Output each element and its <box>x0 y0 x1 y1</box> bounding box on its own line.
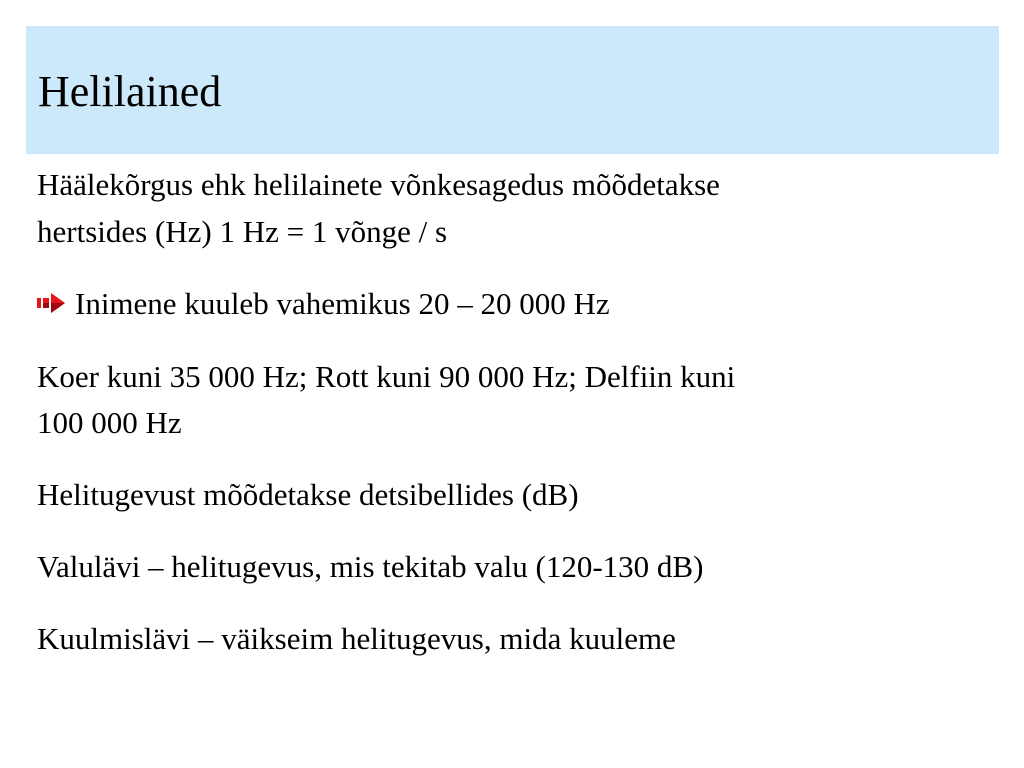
paragraph-pain-threshold: Valulävi – helitugevus, mis tekitab valu (120-130 dB) <box>37 549 704 584</box>
slide-title: Helilained <box>38 67 222 116</box>
paragraph-loudness: Helitugevust mõõdetakse detsibellides (dB) <box>37 477 579 512</box>
title-bar <box>26 26 999 154</box>
paragraph-animals-line-1: Koer kuni 35 000 Hz; Rott kuni 90 000 Hz; Delfiin kuni <box>37 359 736 394</box>
paragraph-hearing-threshold: Kuulmislävi – väikseim helitugevus, mida kuuleme <box>37 621 676 656</box>
bullet-text: Inimene kuuleb vahemikus 20 – 20 000 Hz <box>75 286 610 321</box>
paragraph-pitch-line-1: Häälekõrgus ehk helilainete võnkesagedus mõõdetakse <box>37 167 720 202</box>
red-arrow-bullet-icon <box>37 293 65 313</box>
paragraph-pitch-line-2: hertsides (Hz) 1 Hz = 1 võnge / s <box>37 214 448 249</box>
paragraph-animals-line-2: 100 000 Hz <box>37 405 182 440</box>
